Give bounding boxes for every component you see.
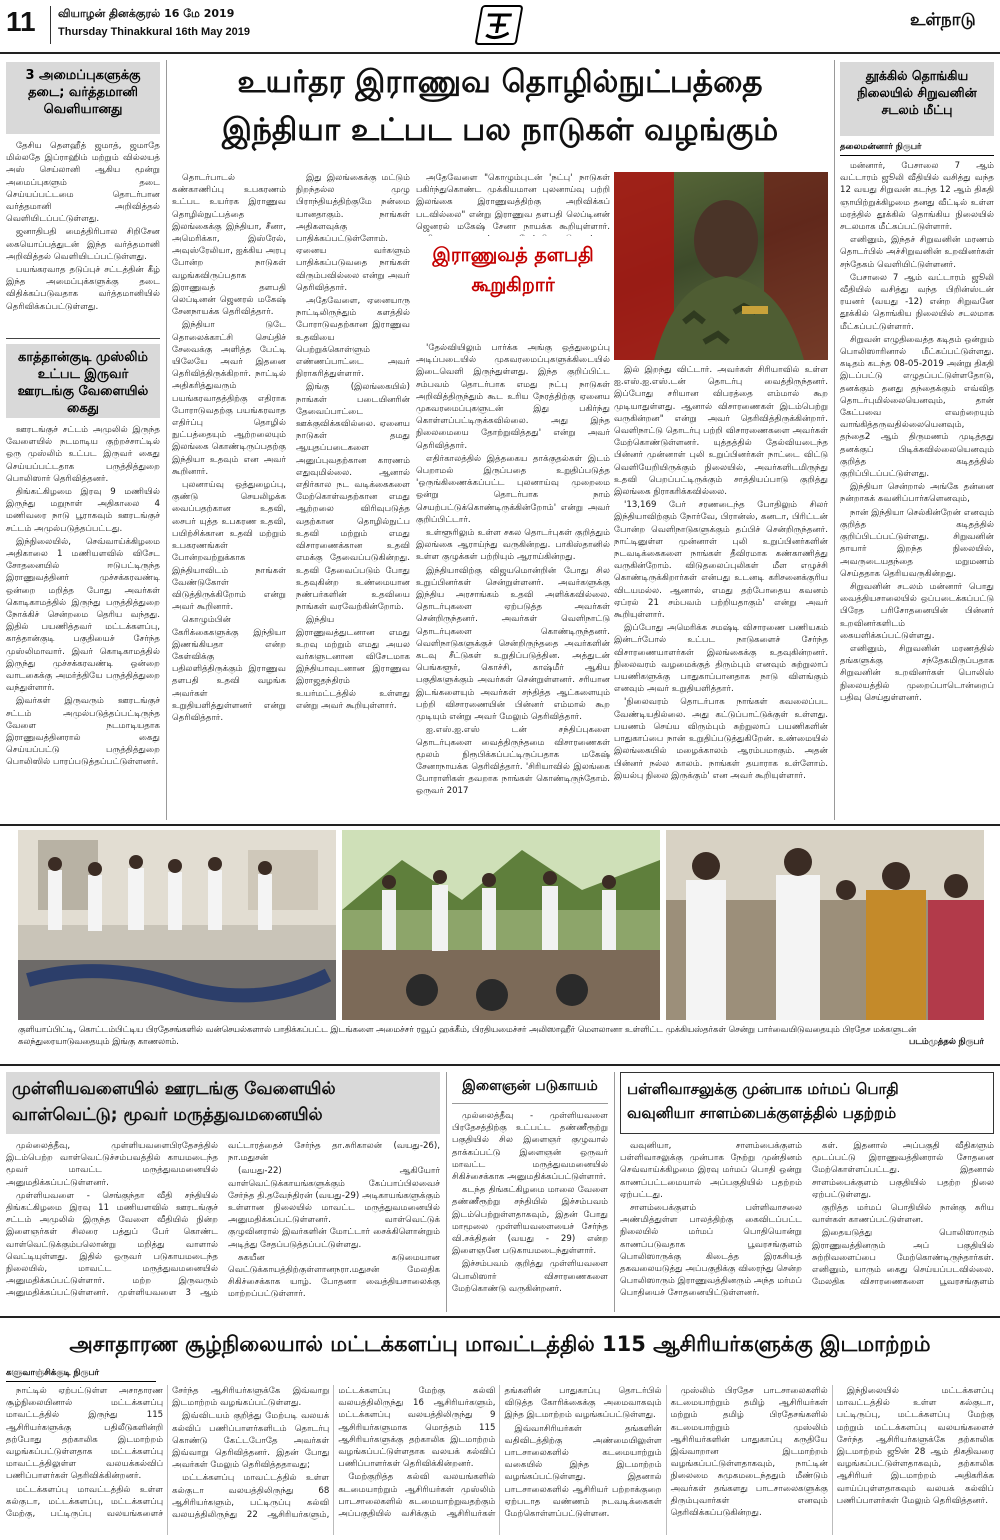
lead-paragraph: இங்கு (இலங்கையில்) நாங்கள் படையினரின் தேவைப்பாட்டை ஊக்குவிக்கவில்லை. ஏனைய நாடுகள் தமது ஆயுதப்படைகளை அனுப்புவதற்கான காரணம் எதுவுமில்லை. ஆனால் எதிர்கால நட வடிக்கைகளை மேற்கொள்வதற்கான எமது ஆற்றலை விரிவுபடுத்த வதற்கான தொழில்நுட்ப உதவி மற்றும் எமது விசாரணைக்கான உதவி எமக்கு தேவைப்படுகின்றது. உதவி தேவைப்படும் போது உதவுகின்ற உண்மையான நண்பர்களின் உதவியை நாங்கள் வரவேற்கின்றோம். bbox=[296, 382, 410, 613]
story-headline-line1: முள்ளியவளையில் ஊரடங்கு வேளையில் bbox=[12, 1079, 336, 1099]
lead-paragraph: இந்தியா டுடே தொலைக்காட்சி செய்திச் சேவைக்கு அளித்த பேட்டி யிலேயே அவர் இதனை தெரிவித்திருக்கிறார். நாட்டில் அதிகரித்துவரும் பயங்கரவாதத்திற்கு எதிராக போராடுவதற்கு பயங்கரவாத எதிர்ப்பு தொழில் நுட்பத்தையும் ஆற்றலையும் இலங்கை கொண்டிருப்பதற்கு இந்தியா உதவும் என அவர் கூறினார். bbox=[172, 320, 286, 477]
brief-body bbox=[6, 424, 160, 814]
story-paragraph: மட்டக்களப்பு மாவட்டத்தில் உள்ள கல்குடா வலயத்திலிருந்து 68 ஆசிரியர்களும், பட்டிருப்பு கல்வி வலயத்திலிருந்து 22 ஆசிரியர்களும், மட்டக்களப்பு மேற்கு கல்வி வலயத்திலிருந்து 16 ஆசிரியர்களும், மட்டக்களப்பு வலயத்திலிருந்து 9 ஆசிரியர்களுமாக மொத்தம் 115 ஆசிரியர்களுக்கு தற்காலிக இடமாற்றம் வழங்கப்பட்டுள்ளதாக வலயக் கல்விப் பணிப்பாளர்கள் தெரிவிக்கின்றனர். bbox=[172, 1386, 496, 1521]
lead-column-2 bbox=[416, 342, 610, 820]
lead-paragraph: ஐ.எஸ்.ஐ.எஸ் டன் சந்திப்புகளை தொடர்புகளை வைத்திருந்தமை விசாரணைகள் மூலம் நிரூபிக்கப்பட்டிருப்பதாக மகேஷ் சேனாநாயக்க தெரிவித்தார். 'சிரியாவில் இலங்கை போராளிகள் தவறாக நாங்கள் கொண்டிருந்தோம். ஒருவர் 2017 bbox=[416, 725, 610, 797]
story-paragraph: கடந்த திங்கட்கிழமை மாலை வேளை தண்ணீரூற்று சந்தியில் இச்சம்பவம் இடம்பெற்றுள்ளதாகவும், இதன் போது மாமூலை முள்ளியவளையைச் சேர்ந்த வி.சக்திதன் (வயது - 29) என்ற இளைஞனே படுகாயமடைந்துள்ளார். bbox=[452, 1185, 608, 1257]
lead-paragraph: எதிர்காலத்தில் இத்தகைய தாக்குதல்கள் இடம் பெறாமல் இருப்பதை உறுதிப்படுத்த 'ஒருங்கிணைக்கப்பட்ட புலனாய்வு முறைமை ஒன்று தொடர்பாக நாம் செயற்பட்டுக்கொண்டிருக்கின்றோம்' என்று அவர் குறிப்பிட்டார். bbox=[416, 453, 610, 525]
army-commander-photo bbox=[614, 172, 828, 360]
brief-paragraph: திங்கட்கிழமை இரவு 9 மணியில் இருந்து மறுநாள் அதிகாலை 4 மணிவரை நாடு பூராகவும் ஊரடங்குச் சட்டம் அமுல்படுத்தப்பட்டது. bbox=[6, 487, 160, 534]
story-headline bbox=[620, 1072, 994, 1134]
story-body bbox=[452, 1110, 608, 1306]
lead-paragraph: இந்தியாவிற்கு விஜயமொன்றின் போது சில உறுப்பினர்கள் சென்றுள்ளனர். அவர்களுக்கு இந்திய அரசாங்கம் உதவி அளிக்கவில்லை. தொடர்புகளை ஏற்படுத்த அவர்கள் சென்றிருந்தனர். அவர்கள் வெளிநாட்டு தொடர்புகளை கொண்டிருந்தனர். வெளிநாடுகளுக்குச் சென்றிருந்ததை அவர்களின் கடவு சீட்டுகள் உறுதிப்படுத்தின. அத்துடன் பெங்களூர், கொச்சி, காஷ்மீர் ஆகிய பகுதிகளுக்கும் அவர்கள் சென்றுள்ளனர். சரியான இடங்களையும் அவர்கள் சந்தித்த ஆட்களையும் பற்றி விசாரணையின் பின்னர் எம்மால் கூற முடியும் என்று அவர் மேலும் தெரிவித்தார். bbox=[416, 565, 610, 723]
lead-headline-line2: இந்தியா உட்பட பல நாடுகள் வழங்கும் bbox=[221, 112, 779, 149]
masthead-date-english: Thursday Thinakkural 16th May 2019 bbox=[58, 26, 250, 38]
story-headline: அசாதாரண சூழ்நிலையால் மட்டக்களப்பு மாவட்டத்தில் 115 ஆசிரியர்களுக்கு இடமாற்றம் bbox=[69, 1332, 931, 1356]
brief-paragraph: இவர்கள் இருவரும் ஊரடங்குச் சட்டம் அமுல்படுத்தப்பட்டிருந்த வேளை நடமாடியதாக இராணுவத்தினரால் கைது செய்யப்பட்டு பருத்தித்துறை பொலிஸில் பாரப்படுத்தப்பட்டுள்ளனர். bbox=[6, 696, 160, 768]
story-headline-line2: வாள்வெட்டு; மூவர் மருத்துவமனையில் bbox=[12, 1105, 323, 1126]
story-byline: களுவாஞ்சிக்குடி நிருபர் bbox=[6, 1368, 156, 1382]
story-paragraph: இந்நிலையில் மட்டக்களப்பு மாவட்டத்தில் உள்ள கல்குடா, பட்டிருப்பு, மட்டக்களப்பு மேற்கு மற்றும் மட்டக்களப்பு வலயங்களைச் சேர்ந்த ஆசிரியர்களுக்கே தற்காலிக இடமாற்றம் ஜூன் 28 ஆம் திகதிவரை வழங்கப்பட்டுள்ளதாகவும், தற்காலிக ஆசிரியர் இடமாற்றம் அதிகரிக்க வாய்ப்புள்ளதாகவும் வலயக் கல்விப் பணிப்பாளர்கள் மேலும் தெரிவித்தனர். bbox=[836, 1386, 994, 1506]
masthead-date-tamil: வியாழன் தினக்குரல் 16 மே 2019 bbox=[58, 7, 235, 20]
story-paragraph: முல்லைத்தீவு, முள்ளியவளைபிரதேசத்தில் இடம்பெற்ற வாள்வெட்டுச்சம்பவத்தில் காயமடைந்த மூவர் மாவட்ட மருத்துவமனையில் அனுமதிக்கப்பட்டுள்ளனர். bbox=[6, 1141, 218, 1188]
left-brief-2 bbox=[6, 344, 160, 820]
story-paragraph: இதையடுத்து பொலிஸாரும் இராணுவத்தினரும் அப் பகுதியில் சுற்றிவளைப்பை மேற்கொண்டிருந்தார்கள். எனினும், யாரும் கைது செய்யப்படவில்லை. மேலதிக விசாரணைகளை பூவரசங்குளம் bbox=[812, 1228, 994, 1288]
lead-paragraph: புலனாய்வு ஒத்துழைப்பு, குண்டு செயலிழக்க வைப்பதற்கான உதவி, சைபர் யுத்த உபகரண உதவி, பயிற்சிக்கான உதவி மற்றும் உபகரணங்கள் போன்றவற்றுக்காக இந்தியாவிடம் நாங்கள் வேண்டுகோள் விடுத்திருக்கிறோம் என்று அவர் கூறினார். bbox=[172, 480, 286, 613]
story-body bbox=[6, 1140, 440, 1308]
lead-paragraph: 'தேல்வியிலும் பார்க்க அங்கு ஒத்துழைப்பு அடிப்படையில் முகவரமைப்புகளுக்கிடையில் இடைவெளி இருந்துள்ளது. இந்த குறிப்பிட்ட சம்பவம் தொடர்பாக எமது நட்பு நாடுகள் அறிவித்திருந்தும் கூட உரிய நேரத்திற்கு ஏனைய முகவரமைப்புகளுடன் இது பகிர்ந்து கொள்ளப்பட்டிருக்கவில்லை. அது இந்த நிலைமையை தோற்றுவித்தது' என்று அவர் தெரிவித்தார். bbox=[416, 343, 610, 451]
lead-headline bbox=[172, 58, 828, 168]
story-headline: இளைஞன் படுகாயம் bbox=[452, 1072, 608, 1104]
lead-subhead bbox=[416, 240, 610, 336]
story-sword-attack bbox=[6, 1072, 440, 1312]
section-label: உள்நாடு bbox=[910, 10, 976, 30]
photo-damaged-building bbox=[18, 830, 336, 1020]
brief-body bbox=[6, 140, 160, 330]
story-paragraph: முல்லைத்தீவு - முள்ளியவளை பிரதேசத்திற்கு உட்பட்ட தண்ணீரூற்று பகுதியில் சில இளைஞர் குழுவால் தாக்கப்பட்டு இளைஞன் ஒருவர் மாவட்ட மருத்துவமனையில் சிகிச்சைக்காக அனுமதிக்கப்பட்டுள்ளார். bbox=[452, 1111, 608, 1183]
lead-paragraph: கொழும்பின் கேரிக்கைகளுக்கு இந்தியா இணங்கியதா என்ற கேள்விக்கு பதிலளித்திருக்கும் இராணுவ தளபதி உதவி வழங்க அவர்கள் உறுதியளித்துள்ளனர் என்று தெரிவித்தார். bbox=[172, 615, 286, 723]
lead-paragraph: அதேவேளை, ஏனையாரு நாட்டிலிருந்தும் களத்தில் போராடுவதற்கான இராணுவ உதவியை பெற்றுக்கொள்ளும் எண்ணப்பாட்டை அவர் நிராகரித்துள்ளார். bbox=[296, 296, 410, 380]
brief-headline: 3 அமைப்புகளுக்கு தடை; வர்த்தமானி வெளியானது bbox=[6, 62, 160, 134]
story-teacher-transfer bbox=[6, 1322, 994, 1536]
lead-paragraph: தொடர்பாடல் கண்காணிப்பு உபகரணம் உட்பட உயர்ரக இராணுவ தொழில்நுட்பத்தை இலங்கைக்கு இந்தியா, சீனா, அமெரிக்கா, இஸ்ரேல், அவுஸ்ரேலியா, ஐக்கிய அரபு போன்ற நாடுகள் வழங்கவிருப்பதாக இராணுவத் தளபதி லெப்டினன் ஜெனரல் மகேஷ் சேனநாயக்க தெரிவித்தார். bbox=[172, 173, 286, 318]
story-body bbox=[6, 1385, 994, 1535]
story-paragraph: குறித்த மர்மப் பொதியில் நான்கு சுரிய வாள்கள் காணப்பட்டுள்ளன. bbox=[812, 1203, 994, 1226]
lead-paragraph: 'நிலைவரம் தொடர்பாக நாங்கள் கவலைப்பட வேண்டியதில்லை. அது கட்டுப்பாட்டுக்குள் உள்ளது. பயணம் செய்ய விரும்பும் சுற்றுலாப் பயணிகளின் பாதுகாப்பை நான் உறுதிப்படுத்துகிறேன். உண்மையில் இலங்கையில் மழைக்காலம் ஆரம்பமாகும். அதன் பின்னர் நல்ல காலம். நாங்கள் தயாராக உள்ளோம். இயல்பு நிலை இருக்கும்' என அவர் கூறியுள்ளார். bbox=[614, 697, 828, 781]
photo-burnt-motorcycles bbox=[342, 830, 660, 1020]
lead-subhead-line2: கூறுகிறார் bbox=[471, 274, 555, 297]
lead-paragraph: அதேவேளை "கொழும்புடன் 'நட்பு' நாடுகள் பகிர்ந்துகொண்ட முக்கியமான புலனாய்வு பற்றி இலங்கை இராணுவத்திற்கு அறிவிக்கப் படவில்லை" என்று இராணுவ தளபதி லெப்டினன் ஜெனரல் மகேஷ் சேனா நாயக்க கூறியுள்ளார். bbox=[416, 173, 610, 232]
brief-paragraph: பேசாலை 7 ஆம் வட்டாரம் ஜூலி வீதியில் வசித்து வந்த பிறின்ஸ்டன் ரயனர் (வயது -12) என்ற சிறுவனே தூக்கில் தொங்கிய நிலையில் சடலமாக மீட்கப்பட்டுள்ளார். bbox=[840, 272, 994, 332]
brief-paragraph: மன்னார், பேசாலை 7 ஆம் வட்டாரம் ஜூலி வீதியில் வசித்து வந்த 12 வயது சிறுவன் கடந்த 12 ஆம் திகதி ஞாயிற்றுக்கிழமை தனது வீட்டில் உள்ள மரத்தில் தூக்கில் தொங்கிய நிலையில் சடலமாக மீட்கப்பட்டுள்ளார். bbox=[840, 161, 994, 233]
story-paragraph: சுகயீன கடுமையான வெட்டுக்காயத்திற்குள்ளானநரா.மதுசன் மேலதிக சிகிச்சைக்காக யாழ். போதனா வைத்தியசாலைக்கு மாற்றப்பட்டுள்ளார். bbox=[228, 1252, 440, 1300]
photo-credit: படம்முத்தல் நிருபர் bbox=[908, 1035, 984, 1046]
brief-paragraph: ஊரடங்குச் சட்டம் அமுலில் இருந்த வேளையில் நடமாடிய குற்றச்சாட்டில் ஒரு முஸ்லிம் உட்பட இருவர் கைது செய்யப்பட்டதாக பருத்தித்துறை பொலிஸார் தெரிவித்தனர். bbox=[6, 425, 160, 484]
story-body bbox=[620, 1140, 994, 1308]
lead-paragraph: இது இலங்கைக்கு மட்டும் நிறந்தல்ல முழு பிராந்தியத்திற்குமே நன்மை யானதாகும். நாங்கள் அதிகளவுக்கு பாதிக்கப்பட்டுள்ளோம். ஏனைய வர்களும் பாதிக்கப்படுவதை நாங்கள் விரும்பவில்லை என்று அவர் தெரிவித்தார். bbox=[296, 173, 410, 293]
lead-paragraph: இப்போது அமெரிக்க சமஷ்டி விசாரணை பணியகம் இன்டர்போல் உட்பட நாடுகளைச் சேர்ந்த விசாரணையாளர்கள் இலங்கைக்கு உதவுகின்றனர். நிலைவரம் வழமைக்குத் திரும்பும் எனவும் சுற்றுலாப் பயணிகளுக்கு பாதுகாப்பானதாக நாடு விளங்கும் எனவும் அவர் உறுதியளித்தார். bbox=[614, 623, 828, 695]
story-headline-line2: வவுனியா சாளம்பைக்குளத்தில் பதற்றம் bbox=[627, 1104, 897, 1122]
brief-byline: தலைமன்னார் நிருபர் bbox=[840, 142, 994, 156]
story-paragraph: மேற்குறித்த கல்வி வலயங்களில் கடமையாற்றும் ஆசிரியர்கள் முஸ்லிம் பாடசாலைகளில் கடமையாற்றுவதற்கும் அப்பகுதியில் வசிக்கும் ஆசிரியர்கள் தங்களின் பாதுகாப்பு தொடர்பில் விடுத்த கோரிக்கைக்கு அமைவாகவும் இந்த இடமாற்றம் வழங்கப்பட்டுள்ளது. bbox=[338, 1386, 662, 1520]
story-paragraph: நாட்டில் ஏற்பட்டுள்ள அசாதாரண சூழ்நிலையினால் மட்டக்களப்பு மாவட்டத்தில் இருந்து 115 ஆசிரியர்களுக்கு பதிலீடுகளின்றி தற்போது தற்காலிக இடமாற்றம் வழங்கப்பட்டுள்ளதாக மட்டக்களப்பு மாவட்டத்திலுள்ள வலயக்கல்விப் பணிப்பாளர்கள் தெரிவிக்கின்றனர். bbox=[6, 1386, 164, 1482]
masthead bbox=[0, 0, 1000, 52]
brief-paragraph: தேசிய தௌஹீத் ஜமாத், ஜமாதே மில்லதே இப்ராஹிம் மற்றும் வில்லயத் அஸ் செய்லானி ஆகிய மூன்று அமைப்புகளும் தடை செய்யப்பட்டமை தொடர்பான வர்த்தமானி அறிவித்தல் வெளியிடப்பட்டுள்ளது. bbox=[6, 141, 160, 225]
lead-paragraph: உள்ளூரிலும் உள்ள சகல தொடர்புகள் குறித்தும் இலங்கை ஆராய்ந்து வருகின்றது. பாகிஸ்தானில் உள்ள குழுக்கள் பற்றியும் ஆராய்கின்றது. bbox=[416, 528, 610, 563]
brief-headline: தூக்கில் தொங்கிய நிலையில் சிறுவனின் சடலம் மீட்பு bbox=[840, 62, 994, 136]
lead-headline-line1: உயர்தர இராணுவ தொழில்நுட்பத்தை bbox=[237, 64, 763, 100]
photo-caption-text: குளியாப்பிட்டி, கொட்டம்பிட்டிய பிரதேசங்களில் வன்செயல்களால் பாதிக்கப்பட்ட இடங்களை அமைச்சர் ரவூப் ஹக்கீம், பிரதியமைச்சர் அலிஸாஹீர் மௌலானா உள்ளிட்ட முக்கியஸ்தர்கள் சென்று பார்வையிடுவதையும் பிரதேச மக்களுடன் கலந்துரையாடுவதையும் இங்கு காணலாம். bbox=[18, 1024, 917, 1046]
brief-paragraph: சிறுவனின் சடலம் மன்னார் பொது வைத்தியசாலையில் ஒப்படைக்கப்பட்டு பிரேத பரிசோதனையின் பின்னர் உறவினர்களிடம் கையளிக்கப்பட்டுள்ளது. bbox=[840, 581, 994, 641]
story-paragraph: முள்ளியவளை - செங்குந்தா வீதி சந்தியில் திங்கட்கிழமை இரவு 11 மணியளவில் ஊரடங்குச் சட்டம் அமுலில் இருந்த வேளை வீதியில் நின்ற இளைஞர்கள் சிலரை பத்துப் பேர் கொண்ட வாள்வெட்டுக்கும்பலொன்று மறித்து வாளால் வெட்டியுள்ளது. இதில் ஒருவர் படுகாயமடைந்த நிலையில், மாவட்ட மருத்துவமனையில் அனுமதிக்கப்பட்டுள்ளார். மற்ற இருவரும் அனுமதிக்கப்பட்டுள்ளனர். முள்ளியவளை 3 ஆம் வட்டாரத்தைச் சேர்ந்த தா.சுரிகாலன் (வயது-26), நா.மதுசன் bbox=[6, 1141, 440, 1299]
lead-paragraph: இந்திய இராணுவத்துடனான எமது உறவு மற்றும் எமது அயல வர்களுடனான விசேடமாக இந்தியாவுடனான இராணுவ இராஜதந்திரம் உயர்மட்டத்தில் உள்ளது என்று அவர் கூறியுள்ளார். bbox=[296, 615, 410, 711]
lead-subhead-line1: இராணுவத் தளபதி bbox=[432, 244, 594, 266]
brief-paragraph: சிறுவன் எழுதிவைத்த கடிதம் ஒன்றும் பொலிஸாரினால் மீட்கப்பட்டுள்ளது. கடிதம் கடந்த 08-05-2019 அன்று திகதி இடப்பட்டு எழுதப்பட்டுள்ளதோடு, தனக்கும் தனது தந்தைக்கும் எவ்வித தொடர்புமில்லையெனவும், தான் கேட்பவை எவற்றையும் வாங்கித்தருவதில்லையெனவும், தந்தை2 ஆம் திருமணம் முடித்தது தனக்குப் பிடிக்கவில்லையெனவும் குறித்த கடிதத்தில் குறிப்பிடப்பட்டுள்ளது. bbox=[840, 334, 994, 480]
story-headline bbox=[6, 1072, 440, 1134]
thinakkural-logo bbox=[474, 5, 523, 45]
lead-paragraph: '13,169 பேர் சரணடைந்த போதிலும் சிலர் இந்தியாவிற்கும் நோர்வே, பிரான்ஸ், கனடா, பிரிட்டன் போன்ற வெளிநாடுகளுக்கும் தப்பிச் சென்றிருந்தனர். நாட்டினுள்ள முன்னாள் புலி உறுப்பினர்களின் நடவடிக்கைகளை நாங்கள் தீவிரமாக கண்காணித்து வருகின்றோம். விடுதலைப்புலிகள் மீள எழுச்சி கொண்டிருக்கிறார்கள் என்பது உடனடி கரிசனைக்குரிய விடயமல்ல. ஆனால், எமது தற்போதைய கவனம் ஏப்ரல் 21 சம்பவம் பற்றியதாகும்' என்று அவர் கூறியுள்ளார். bbox=[614, 500, 828, 621]
story-youth-injured bbox=[452, 1072, 608, 1312]
lead-column-1 bbox=[172, 172, 410, 820]
story-paragraph: (வயது-22) ஆகியோர் வாள்வெட்டுக்காயங்களுக்கும் கேப்பாப்பிலவைச் சேர்ந்த தி.தவேந்திரன் (வயது-29) அடிகாயங்களுக்கும் உள்ளான நிலையில் மாவட்ட மருத்துவமனையில் அனுமதிக்கப்பட்டுள்ளனர். வாள்வெட்டுக் குழுவினரால் இவர்களின் மோட்டார் சைக்கிளொன்றும் அடித்து சேதப்படுத்தப்பட்டுள்ளது. bbox=[228, 1166, 440, 1250]
page-number: 11 bbox=[6, 6, 36, 37]
lead-paragraph: இல் இறந்து விட்டார். அவர்கள் சிரியாவில் உள்ள ஐ.எஸ்.ஐ.எஸ்.டன் தொடர்பு வைத்திருந்தனர். இப்போது சரியான விபரத்தை எம்மால் கூற முடியாதுள்ளது. ஆனால் விசாரணைகள் இடம்பெற்று வருகின்றன" என்று அவர் தெரிவித்திருக்கின்றார். வெளிநாட்டு தொடர்பு பற்றி விசாரணைகளை அவர்கள் மேற்கொண்டுள்ளனர். யுத்தத்தில் தேல்வியடைந்த பின்னர் முன்னாள் புலி உறுப்பினர்கள் நாட்டை விட்டு வெளியேறியிருக்கும் நிலையில், அவர்களிடமிருந்து உதவி பெறப்பட்டிருக்கும் சாத்தியப்பாடு குறித்து இலங்கை நிராகரிக்கவில்லை. bbox=[614, 365, 828, 498]
story-paragraph: முஸ்லிம் பிரதேச பாடசாலைகளில் கடமையாற்றும் தமிழ் ஆசிரியர்கள் மற்றும் தமிழ் பிரதேசங்களில் கடமையாற்றும் முஸ்லிம் ஆசிரியர்களின் பாதுகாப்பு கருதியே இவ்வாறான இடமாற்றம் வழங்கப்பட்டுள்ளதாகவும், நாட்டின் நிலைமை சுமுகமடைந்ததும் மீண்டும் அவர்கள் தங்களது பாடசாலைகளுக்கு திரும்புவார்கள் எனவும் தெரிவிக்கப்படுகின்றது. bbox=[670, 1386, 828, 1519]
story-paragraph: கள். இதனால் அப்பகுதி வீதிகளும் மூடப்பட்டு இராணுவத்தினரால் சோதனை மேற்கொள்ளப்பட்டது. இதனால் சாளம்பைக்குளம் பகுதியில் பதற்ற நிலை ஏற்பட்டுள்ளது. bbox=[812, 1141, 994, 1200]
brief-paragraph: இந்தியா சென்றால் அங்கே தன்னை நன்றாகக் கவனிப்பார்களெனவும், bbox=[840, 482, 994, 505]
lead-column-3 bbox=[614, 364, 828, 820]
brief-headline: காத்தான்குடி முஸ்லிம் உட்பட இருவர் ஊரடங்கு வேளையில் கைது bbox=[6, 344, 160, 418]
brief-paragraph: எனினும், சிறுவனின் மரணத்தில் தங்களுக்கு சந்தேகமிருப்பதாக சிறுவனின் உறவினர்கள் பொலிஸ் நிலையத்தில் முறைப்பாடொன்றைப் பதிவு செய்துள்ளனர். bbox=[840, 643, 994, 703]
lead-column-2-top bbox=[416, 172, 610, 236]
photo-minister-meeting-residents bbox=[666, 830, 984, 1020]
story-paragraph: இச்சம்பவம் குறித்து முள்ளியவளை பொலிஸார் விசாரணைகளை மேற்கொண்டு வருகின்றனர். bbox=[452, 1259, 608, 1294]
brief-paragraph: நான் இந்தியா செல்கின்றேன் எனவும் குறித்த கடிதத்தில் குறிப்பிடப்பட்டுள்ளது. சிறுவனின் தாயார் இறந்த நிலையில், அவருடையதந்தை மறுமணம் செய்ததாக தெரியவருகின்றது. bbox=[840, 507, 994, 579]
story-mystery-parcel bbox=[620, 1072, 994, 1312]
story-paragraph: வவுனியா, சாளம்பைக்குளம் பள்ளிவாசலுக்கு முன்பாக நேற்று முன்தினம் செவ்வாய்க்கிழமை இரவு மர்மப் பொதி ஒன்று காணப்பட்டமையால் அப்பகுதியில் பதற்றம் ஏற்பட்டது. bbox=[620, 1141, 802, 1200]
story-headline-line1: பள்ளிவாசலுக்கு முன்பாக மர்மப் பொதி bbox=[627, 1080, 899, 1098]
story-paragraph: இவ்விடயம் குறித்து மேற்படி வலயக் கல்விப் பணிப்பாளர்களிடம் தொடர்பு கொண்டு கேட்டபோதே அவர்கள் இவ்வாறு தெரிவித்தனர். இதன் போது அவர்கள் மேலும் தெரிவித்ததாவது; bbox=[172, 1411, 330, 1471]
brief-body bbox=[840, 160, 994, 810]
photo-caption bbox=[18, 1024, 984, 1060]
story-paragraph: சாளம்பைக்குளம் பள்ளிவாசலை அண்மித்துள்ள பாலத்திற்கு கைவிடப்பட்ட நிலையில் மர்மப் பொதியொன்று காணப்படுவதாக பூவரசங்குளம் பொலிஸாருக்கு கிடைத்த இரகசியத் தகவலையடுத்து அப்பகுதிக்கு விரைந்து சென்ற பொலிஸாரும் இராணுவத்தினரும் அந்த மர்மப் பொதியைச் சோதனையிட்டுள்ளனர். bbox=[620, 1203, 802, 1299]
story-paragraph: இவ்வாசிரியர்கள் தங்களின் வதிவிடத்திற்கு அண்மையிலுள்ள பாடசாலைகளில் கடமையாற்றும் வகையில் இந்த இடமாற்றம் வழங்கப்பட்டுள்ளது. இதனால் பாடசாலைகளில் ஆசிரியர் பற்றாக்குறை ஏற்படாத வண்ணம் நடவடிக்கைகள் மேற்கொள்ளப்பட்டுள்ளன. bbox=[504, 1423, 662, 1520]
left-brief-1 bbox=[6, 62, 160, 332]
brief-paragraph: பயங்கரவாத தடுப்புச் சட்டத்தின் கீழ் இந்த அமைப்புக்களுக்கு தடை விதிக்கப்படுவதாக வர்த்தமானியில் தெரிவிக்கப்பட்டுள்ளது. bbox=[6, 265, 160, 312]
brief-paragraph: எனினும், இந்தச் சிறுவனின் மரணம் தொடர்பில் அச்சிறுவனின் உறவினர்கள் சந்தேகம் வெளியிட்டுள்ளனர். bbox=[840, 235, 994, 270]
brief-paragraph: ஜனாதிபதி மைத்திரிபால சிறிசேன கையொப்பத்துடன் இந்த வர்த்தமானி அறிவித்தல் வெளியிடப்பட்டுள்ளது. bbox=[6, 227, 160, 262]
right-brief bbox=[840, 62, 994, 820]
brief-paragraph: இந்நிலையில், செவ்வாய்க்கிழமை அதிகாலை 1 மணியளவில் விசேட சோதனையில் ஈடுபட்டிருந்த இராணுவத்தினர் முச்சக்கரவண்டி ஒன்றை மறித்த போது அவர்கள் கொடிகாமத்தில் இருந்து பருத்தித்துறை நோக்கிச் சென்றமை தெரிய வந்தது. இதில் பயணித்தவர் மட்டக்களப்பு, காத்தான்குடி பகுதியைச் சேர்ந்த முஸ்லிமாவார். இவர் கொடிகாமத்தில் இருந்து முச்சக்கரவண்டி ஒன்றை வாடகைக்கு அமர்த்தியே பருத்தித்துறை வந்துள்ளார். bbox=[6, 536, 160, 694]
story-paragraph: மட்டக்களப்பு மாவட்டத்தில் உள்ள கல்குடா, மட்டக்களப்பு, மட்டக்களப்பு மேற்கு, பட்டிருப்பு வலயங்களைச் சேர்ந்த ஆசிரியர்களுக்கே இவ்வாறு இடமாற்றம் வழங்கப்பட்டுள்ளது. bbox=[6, 1386, 330, 1520]
